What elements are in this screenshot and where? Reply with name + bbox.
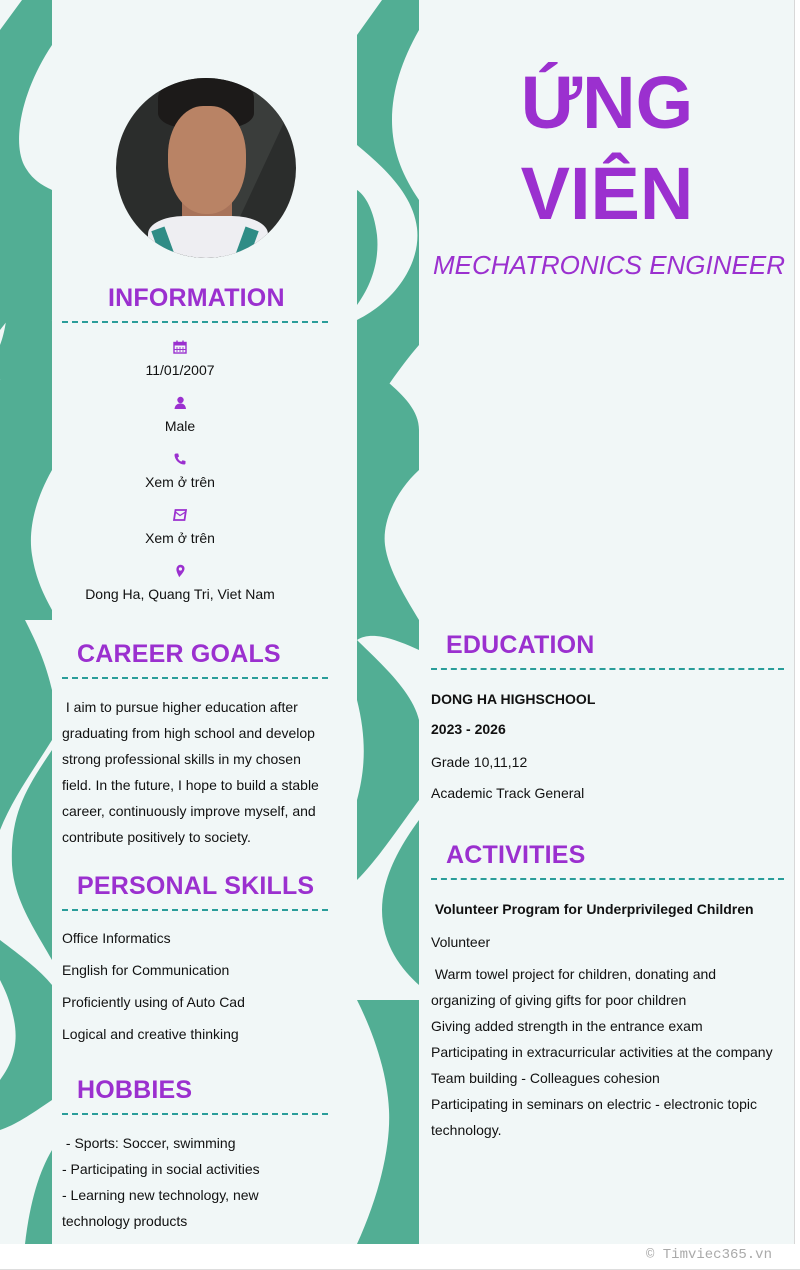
info-gender: Male <box>47 396 313 434</box>
wave-decoration-middle <box>357 0 419 1244</box>
left-column <box>52 0 357 1244</box>
candidate-name-line1: ỨNG <box>520 61 694 144</box>
calendar-icon <box>173 340 187 354</box>
info-birthdate: 11/01/2007 <box>47 340 313 378</box>
hobbies-title: HOBBIES <box>77 1076 193 1104</box>
right-column <box>419 0 795 1244</box>
location-icon <box>173 564 187 578</box>
career-goals-title: CAREER GOALS <box>77 640 281 668</box>
divider <box>62 321 328 323</box>
school-name: DONG HA HIGHSCHOOL <box>431 691 596 707</box>
information-title: INFORMATION <box>108 284 285 312</box>
grade: Grade 10,11,12 <box>431 754 528 770</box>
job-position: MECHATRONICS ENGINEER <box>433 250 785 280</box>
email-icon <box>173 508 187 522</box>
avatar <box>116 78 296 258</box>
info-email: Xem ở trên <box>47 508 313 546</box>
career-goals-text: I aim to pursue higher education after graduating from high school and develop strong professional skills in my chosen field. In the future, I hope to build a stable career, continuously improve myself, and contribute positively to society. <box>62 699 319 845</box>
divider <box>431 878 784 880</box>
divider <box>62 1113 328 1115</box>
study-period: 2023 - 2026 <box>431 721 506 737</box>
divider <box>431 668 784 670</box>
education-title: EDUCATION <box>446 631 595 659</box>
divider <box>62 677 328 679</box>
skill-item: Office Informatics <box>62 930 171 946</box>
hobbies-text: - Sports: Soccer, swimming - Participating in social activities - Learning new technology, new technology products <box>62 1135 260 1229</box>
wave-decoration-left <box>0 0 52 1244</box>
activities-title: ACTIVITIES <box>446 841 586 869</box>
candidate-name-line2: VIÊN <box>520 152 694 235</box>
watermark: © Timviec365.vn <box>645 1247 772 1263</box>
skill-item: Proficiently using of Auto Cad <box>62 994 245 1010</box>
footer <box>0 1244 800 1270</box>
academic-track: Academic Track General <box>431 785 585 801</box>
activity-role: Volunteer <box>431 934 491 950</box>
info-phone: Xem ở trên <box>47 452 313 490</box>
activity-program: Volunteer Program for Underprivileged Children <box>431 901 754 917</box>
phone-icon <box>173 452 187 466</box>
info-address: Dong Ha, Quang Tri, Viet Nam <box>47 564 313 602</box>
activity-description: Warm towel project for children, donating and organizing of giving gifts for poor children Giving added strength in the entrance exam Participating in extracurricular activities at the company Team building - Colleagues cohesion Participating in seminars on electric - electronic topic technology. <box>431 966 773 1138</box>
skill-item: English for Communication <box>62 962 230 978</box>
user-icon <box>173 396 187 410</box>
personal-skills-title: PERSONAL SKILLS <box>77 872 315 900</box>
skill-item: Logical and creative thinking <box>62 1026 239 1042</box>
divider <box>62 909 328 911</box>
